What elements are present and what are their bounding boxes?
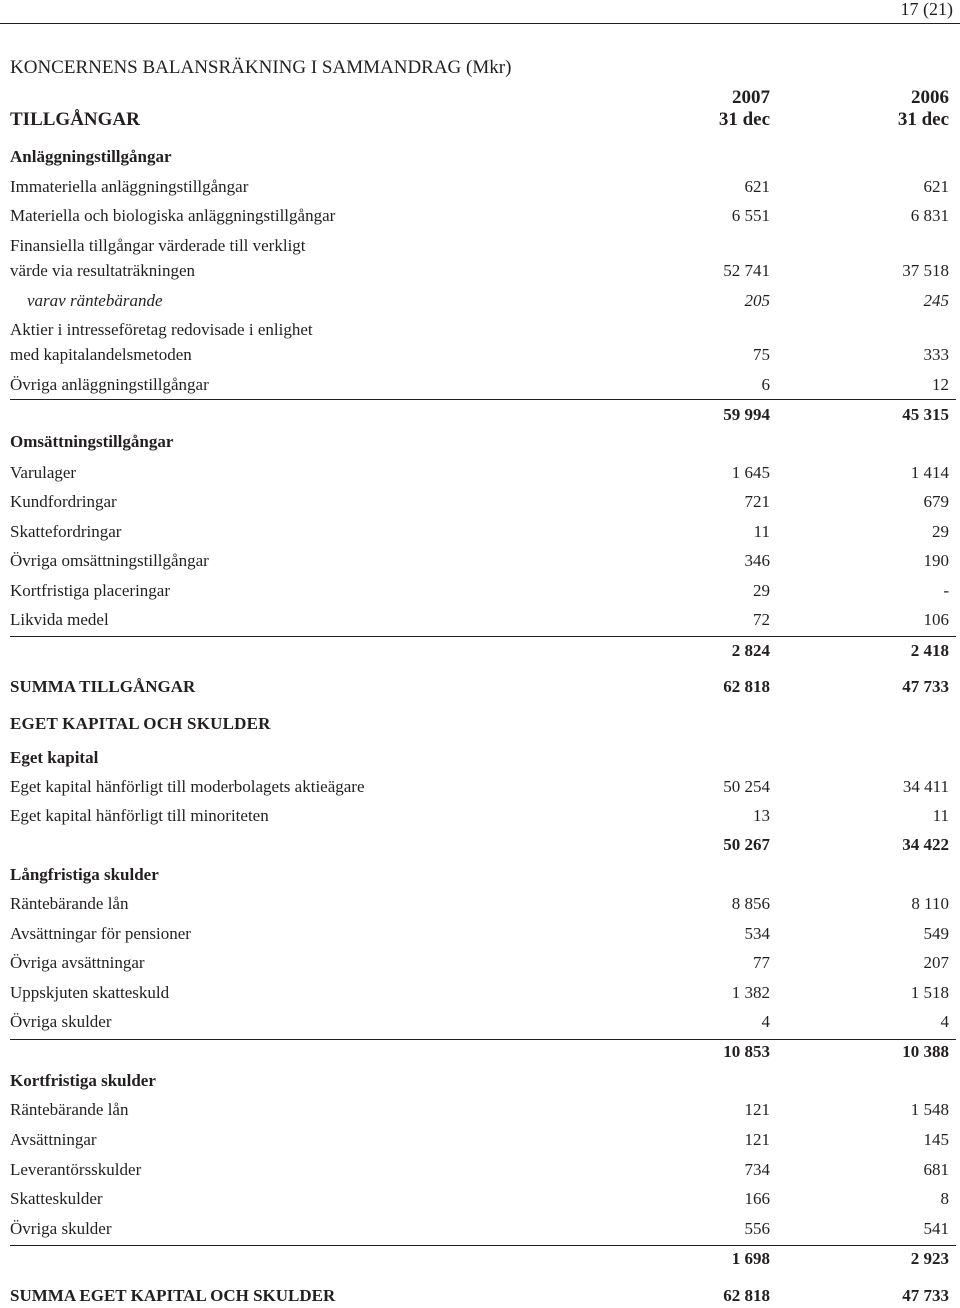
column-year-2007: 2007 xyxy=(732,87,770,108)
value-2006: 1 548 xyxy=(910,1100,949,1119)
value-2006: 2 923 xyxy=(910,1249,949,1268)
row-label: Varulager xyxy=(10,463,77,482)
row-label: värde via resultaträkningen xyxy=(10,261,196,280)
value-2006: 34 411 xyxy=(902,777,949,796)
column-date-2006: 31 dec xyxy=(897,109,949,130)
value-2006: 106 xyxy=(923,610,949,629)
value-2007: 72 xyxy=(753,610,770,629)
row-label: Eget kapital hänförligt till moderbolagets aktieägare xyxy=(10,777,365,796)
row-label: Övriga skulder xyxy=(10,1219,112,1238)
subtotal-rule xyxy=(10,1039,956,1040)
assets-heading: TILLGÅNGAR xyxy=(10,109,140,130)
value-2007: 59 994 xyxy=(723,405,770,424)
column-date-2007: 31 dec xyxy=(718,109,770,130)
value-2007: 6 xyxy=(761,375,770,394)
row-label: Övriga skulder xyxy=(10,1012,112,1031)
page-number: 17 (21) xyxy=(900,0,953,19)
value-2007: 6 551 xyxy=(731,206,770,225)
value-2007: 534 xyxy=(744,924,770,943)
value-2007: 62 818 xyxy=(723,677,770,696)
value-2007: 50 254 xyxy=(723,777,770,796)
value-2006: 37 518 xyxy=(902,261,949,280)
value-2006: 145 xyxy=(923,1130,949,1149)
value-2006: 8 xyxy=(940,1189,949,1208)
value-2006: 11 xyxy=(932,806,949,825)
row-label: Skattefordringar xyxy=(10,522,122,541)
value-2006: 4 xyxy=(940,1012,949,1031)
row-label: Eget kapital xyxy=(10,748,99,767)
subtotal-rule xyxy=(10,1245,956,1246)
value-2007: 4 xyxy=(761,1012,770,1031)
value-2006: 2 418 xyxy=(910,641,949,660)
row-label: Leverantörsskulder xyxy=(10,1160,142,1179)
row-label: Övriga avsättningar xyxy=(10,953,145,972)
row-label: Kundfordringar xyxy=(10,492,117,511)
row-label: Immateriella anläggningstillgångar xyxy=(10,177,249,196)
value-2006: 47 733 xyxy=(902,677,949,696)
row-label: SUMMA TILLGÅNGAR xyxy=(10,677,196,696)
value-2006: 47 733 xyxy=(902,1286,949,1305)
value-2007: 62 818 xyxy=(723,1286,770,1305)
row-label: Skatteskulder xyxy=(10,1189,103,1208)
row-label: Avsättningar för pensioner xyxy=(10,924,191,943)
value-2007: 8 856 xyxy=(731,894,770,913)
value-2007: 121 xyxy=(744,1100,770,1119)
row-label: Likvida medel xyxy=(10,610,109,629)
row-label: Materiella och biologiska anläggningstillgångar xyxy=(10,206,336,225)
value-2006: 6 831 xyxy=(910,206,949,225)
value-2007: 1 382 xyxy=(731,983,770,1002)
value-2007: 166 xyxy=(744,1189,770,1208)
value-2006: 10 388 xyxy=(902,1042,949,1061)
value-2006: 549 xyxy=(923,924,949,943)
row-label: Eget kapital hänförligt till minoriteten xyxy=(10,806,269,825)
row-label: med kapitalandelsmetoden xyxy=(10,345,192,364)
value-2007: 346 xyxy=(744,551,770,570)
value-2006: 541 xyxy=(923,1219,949,1238)
row-label: Räntebärande lån xyxy=(10,1100,129,1119)
value-2006: 12 xyxy=(932,375,949,394)
value-2006: 1 414 xyxy=(910,463,949,482)
row-label: Övriga omsättningstillgångar xyxy=(10,551,209,570)
row-label: Kortfristiga placeringar xyxy=(10,581,171,600)
value-2006: 621 xyxy=(923,177,949,196)
subtotal-rule xyxy=(10,399,956,400)
value-2006: 34 422 xyxy=(902,835,949,854)
row-label: Anläggningstillgångar xyxy=(10,147,172,166)
value-2007: 29 xyxy=(753,581,770,600)
value-2006: 29 xyxy=(932,522,949,541)
subtotal-rule xyxy=(10,636,956,637)
value-2006: 681 xyxy=(923,1160,949,1179)
value-2007: 734 xyxy=(744,1160,770,1179)
row-label: Finansiella tillgångar värderade till verkligt xyxy=(10,236,306,255)
value-2006: 45 315 xyxy=(902,405,949,424)
row-label: Aktier i intresseföretag redovisade i enlighet xyxy=(10,320,313,339)
row-label: SUMMA EGET KAPITAL OCH SKULDER xyxy=(10,1286,336,1305)
value-2007: 77 xyxy=(753,953,770,972)
value-2007: 556 xyxy=(744,1219,770,1238)
column-year-2006: 2006 xyxy=(911,87,949,108)
value-2006: 207 xyxy=(923,953,949,972)
row-label: Kortfristiga skulder xyxy=(10,1071,156,1090)
row-label: Övriga anläggningstillgångar xyxy=(10,375,209,394)
row-label: Långfristiga skulder xyxy=(10,865,159,884)
value-2007: 121 xyxy=(744,1130,770,1149)
row-label: Uppskjuten skatteskuld xyxy=(10,983,170,1002)
value-2007: 13 xyxy=(753,806,770,825)
value-2007: 52 741 xyxy=(723,261,770,280)
value-2006: - xyxy=(943,581,949,600)
row-label: varav räntebärande xyxy=(27,291,163,310)
value-2007: 1 698 xyxy=(731,1249,770,1268)
value-2006: 1 518 xyxy=(910,983,949,1002)
row-label: Räntebärande lån xyxy=(10,894,129,913)
row-label: Omsättningstillgångar xyxy=(10,432,174,451)
value-2006: 190 xyxy=(923,551,949,570)
value-2007: 721 xyxy=(744,492,770,511)
value-2007: 1 645 xyxy=(731,463,770,482)
value-2006: 333 xyxy=(923,345,949,364)
value-2007: 10 853 xyxy=(723,1042,770,1061)
value-2007: 11 xyxy=(753,522,770,541)
value-2007: 75 xyxy=(753,345,770,364)
value-2007: 50 267 xyxy=(723,835,770,854)
value-2007: 2 824 xyxy=(731,641,770,660)
value-2007: 621 xyxy=(744,177,770,196)
row-label: EGET KAPITAL OCH SKULDER xyxy=(10,714,271,733)
document-title: KONCERNENS BALANSRÄKNING I SAMMANDRAG (Mkr) xyxy=(10,57,512,78)
value-2007: 205 xyxy=(744,291,770,310)
value-2006: 245 xyxy=(923,291,949,310)
value-2006: 8 110 xyxy=(911,894,949,913)
value-2006: 679 xyxy=(923,492,949,511)
row-label: Avsättningar xyxy=(10,1130,97,1149)
